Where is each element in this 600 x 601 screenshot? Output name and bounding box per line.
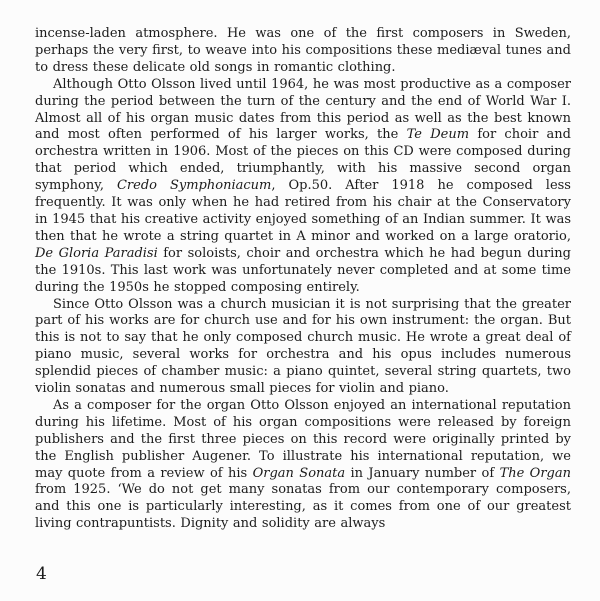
text-segment: for soloists, choir and orchestra which he had begun during the 1910s. This last work was unfortunately never completed and at some time during the 1950s he stopped composing entirely. [35,245,571,295]
work-title-italic: The Organ [499,465,572,481]
text-segment: for choir and orchestra written in 1906. Most of the pieces on this CD were composed during that period which ended, triumphantly, with his massive second organ symphony, [35,127,571,194]
paragraph [35,297,571,398]
work-title-italic: Te Deum [406,127,470,143]
paragraph [35,77,571,297]
text-segment: from 1925. ‘We do not get many sonatas from our contemporary composers, and this one is particularly interesting, as it comes from one of our greatest living contrapuntists. Dignity and solidity are always [35,482,571,532]
work-title-italic: Organ Sonata [252,465,346,481]
work-title-italic: Credo Symphoniacum [116,178,272,194]
text-segment: As a composer for the organ Otto Olsson enjoyed an international reputation during his lifetime. Most of his organ compositions were released by foreign publishers and the first three pieces on this record were originally printed by the English publisher Augener. To illustrate his international reputation, we may quote from a review of his [35,397,571,481]
body-text [35,26,571,533]
text-segment: Since Otto Olsson was a church musician it is not surprising that the greater part of his works are for church use and for his own instrument: the organ. But this is not to say that he only composed church music. He wrote a great deal of piano music, several works for orchestra and his opus includes numerous splendid pieces of chamber music: a piano quintet, several string quartets, two violin sonatas and numerous small pieces for violin and piano. [35,296,571,397]
text-segment: incense-laden atmosphere. He was one of the first composers in Sweden, perhaps the very first, to weave into his compositions these mediæval tunes and to dress these delicate old songs in romantic clothing. [35,26,571,75]
page-number: 4 [36,564,47,584]
text-segment: in January number of [345,465,500,481]
paragraph [35,26,571,77]
work-title-italic: De Gloria Paradisi [35,245,158,261]
paragraph [35,398,571,533]
text-segment: Although Otto Olsson lived until 1964, he was most productive as a composer during the period between the turn of the century and the end of World War I. Almost all of his organ music dates from this period as well as the best known and most often performed of his larger works, the [35,76,571,143]
text-segment: , Op.50. After 1918 he composed less frequently. It was only when he had retired from his chair at the Conservatory in 1945 that his creative activity enjoyed something of an Indian summer. It was then that he wrote a string quartet in A minor and worked on a large oratorio, [35,178,571,244]
